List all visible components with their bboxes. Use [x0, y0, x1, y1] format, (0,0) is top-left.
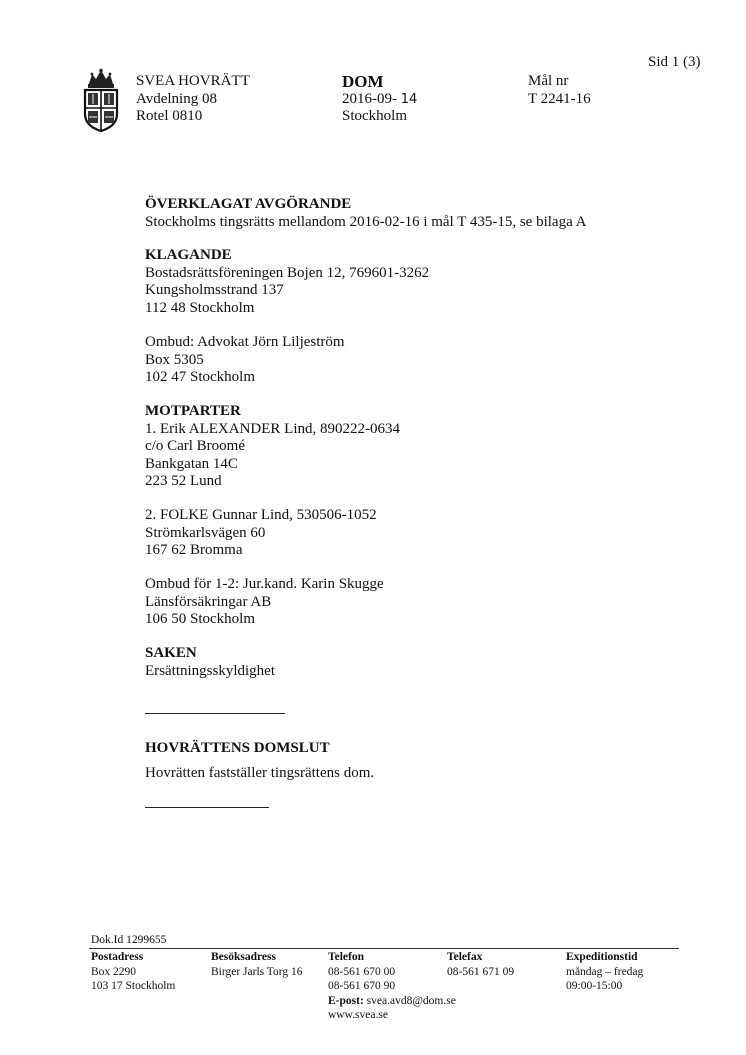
- section-respondents: [145, 403, 400, 491]
- footer-divider: [89, 948, 679, 949]
- footer-visiting-address: [211, 950, 303, 979]
- section-line: 112 48 Stockholm: [145, 299, 255, 316]
- document-date-printed: 2016-09-: [342, 90, 397, 107]
- footer-email: [328, 994, 456, 1009]
- footer-phone: [328, 950, 456, 1023]
- footer-heading: Besöksadress: [211, 951, 276, 963]
- section-heading: HOVRÄTTENS DOMSLUT: [145, 740, 330, 756]
- section-line: Länsförsäkringar AB: [145, 593, 272, 610]
- document-header: [342, 73, 417, 126]
- footer-email-address[interactable]: svea.avd8@dom.se: [366, 994, 456, 1007]
- court-coat-of-arms-logo: [80, 68, 122, 132]
- footer-office-hours: [566, 950, 643, 994]
- section-line: c/o Carl Broomé: [145, 438, 245, 454]
- document-place: Stockholm: [342, 108, 408, 124]
- document-date-handwritten: 14: [400, 91, 418, 107]
- footer-line: Box 2290: [91, 965, 137, 978]
- footer-heading: Telefon: [328, 951, 364, 963]
- section-line: 223 52 Lund: [145, 473, 222, 489]
- document-date: [342, 91, 417, 109]
- section-line: Strömkarlsvägen 60: [145, 524, 266, 541]
- divider: [145, 713, 285, 714]
- section-heading: KLAGANDE: [145, 247, 232, 263]
- court-header: [136, 73, 250, 126]
- document-id: Dok.Id 1299655: [91, 934, 167, 946]
- case-header: [528, 73, 591, 108]
- footer-postal-address: [91, 950, 175, 994]
- footer-line: 08-561 670 00: [328, 965, 396, 978]
- footer-line: 09:00-15:00: [566, 980, 623, 992]
- footer-website[interactable]: www.svea.se: [328, 1009, 388, 1021]
- section-appealed-decision: [145, 196, 587, 231]
- case-label: Mål nr: [528, 73, 569, 89]
- footer-heading: Telefax: [447, 951, 483, 963]
- section-heading: MOTPARTER: [145, 403, 241, 419]
- section-heading: SAKEN: [145, 645, 197, 661]
- section-line: 167 62 Bromma: [145, 542, 243, 558]
- footer-line: 08-561 670 90: [328, 980, 396, 992]
- section-line: Bankgatan 14C: [145, 455, 238, 472]
- section-ruling: [145, 740, 374, 782]
- respondent-2: [145, 507, 377, 560]
- divider: [145, 807, 269, 808]
- section-appellant: [145, 247, 429, 317]
- section-line: Bostadsrättsföreningen Bojen 12, 769601-3262: [145, 264, 430, 281]
- footer-email-label: E-post:: [328, 994, 364, 1007]
- document-type: DOM: [342, 72, 384, 91]
- footer-line: 08-561 671 09: [447, 965, 515, 978]
- footer-line: 103 17 Stockholm: [91, 980, 176, 992]
- page-number: Sid 1 (3): [648, 54, 701, 70]
- section-line: 1. Erik ALEXANDER Lind, 890222-0634: [145, 420, 400, 437]
- footer-line: måndag – fredag: [566, 965, 644, 978]
- section-heading: ÖVERKLAGAT AVGÖRANDE: [145, 196, 352, 212]
- appellant-counsel: [145, 334, 345, 387]
- section-line: 2. FOLKE Gunnar Lind, 530506-1052: [145, 507, 377, 523]
- footer-heading: Postadress: [91, 951, 144, 963]
- section-line: Ersättningsskyldighet: [145, 662, 275, 679]
- court-name: SVEA HOVRÄTT: [136, 73, 250, 89]
- section-line: 106 50 Stockholm: [145, 611, 256, 627]
- section-line: Box 5305: [145, 351, 204, 368]
- footer-fax: [447, 950, 514, 979]
- section-line: Stockholms tingsrätts mellandom 2016-02-16 i mål T 435-15, se bilaga A: [145, 213, 587, 230]
- section-matter: [145, 645, 275, 680]
- section-line: Kungsholmsstrand 137: [145, 282, 284, 298]
- court-division: Avdelning 08: [136, 90, 217, 107]
- section-line: 102 47 Stockholm: [145, 369, 256, 385]
- court-rotel: Rotel 0810: [136, 108, 203, 124]
- respondents-counsel: [145, 576, 384, 629]
- section-line: Ombud: Advokat Jörn Liljeström: [145, 334, 345, 350]
- case-number: T 2241-16: [528, 90, 591, 107]
- section-line: Ombud för 1-2: Jur.kand. Karin Skugge: [145, 576, 384, 592]
- footer-heading: Expeditionstid: [566, 951, 638, 963]
- footer-line: Birger Jarls Torg 16: [211, 965, 303, 978]
- section-line: Hovrätten fastställer tingsrättens dom.: [145, 764, 375, 781]
